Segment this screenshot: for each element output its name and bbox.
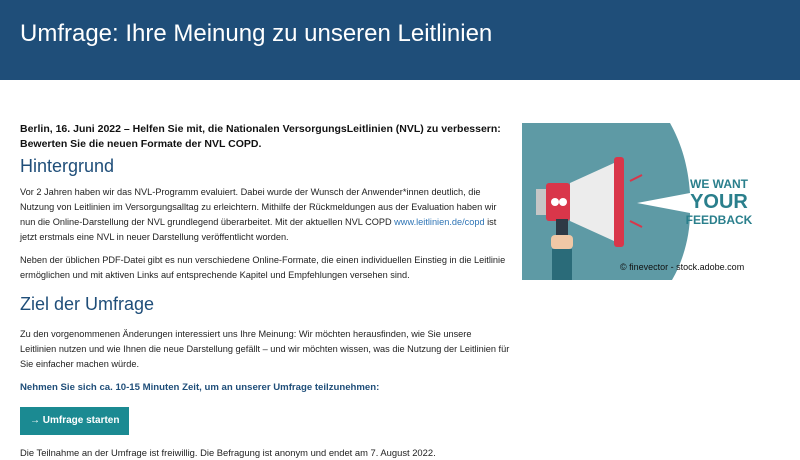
footnote: Die Teilnahme an der Umfrage ist freiwillig. Die Befragung ist anonym und endet am 7. August 2022. (20, 447, 436, 458)
background-paragraph-1 (20, 185, 510, 245)
intro-line-1: Berlin, 16. Juni 2022 – Helfen Sie mit, die Nationalen VersorgungsLeitlinien (NVL) zu verbessern: (20, 123, 501, 135)
feedback-hero-image (522, 123, 754, 280)
cta-text: Nehmen Sie sich ca. 10-15 Minuten Zeit, um an unserer Umfrage teilzunehmen: (20, 382, 380, 393)
page-title: Umfrage: Ihre Meinung zu unseren Leitlinien (20, 20, 493, 47)
copd-link[interactable]: www.leitlinien.de/copd (394, 217, 485, 227)
section-title-background: Hintergrund (20, 156, 115, 176)
megaphone-illustration (522, 123, 754, 280)
background-paragraph-1-text: Vor 2 Jahren haben wir das NVL-Programm evaluiert. Dabei wurde der Wunsch der Anwender*innen deutlich, die Nutzung von Leitlinien im Versorgungsalltag zu erleichtern. Mithilfe der Rückmeldungen aus der Evaluation haben wir nun die Online-Darstellung der NVL grundlegend überarbeitet. Mit der aktuellen NVL COPD (20, 187, 497, 227)
hero-text-line-2: YOUR (690, 191, 748, 213)
main-content (20, 122, 510, 458)
image-credit: © finevector - stock.adobe.com (620, 262, 745, 272)
sound-lines-icon (630, 175, 642, 227)
intro-line-2: Bewerten Sie die neuen Formate der NVL COPD. (20, 138, 262, 150)
background-paragraph-1-tail: ist jetzt erstmals eine NVL in neuer Darstellung veröffentlicht worden. (20, 217, 497, 242)
megaphone-icon (536, 157, 624, 280)
page-header (0, 0, 800, 80)
hero-text-line-3: FEEDBACK (685, 213, 753, 227)
start-survey-button[interactable]: → Umfrage starten (20, 407, 129, 435)
hero-text-line-1: WE WANT (690, 177, 748, 191)
background-paragraph-2: Neben der üblichen PDF-Datei gibt es nun verschiedene Online-Formate, die einen individuellen Einstieg in die Leitlinie ermöglichen und mit aktiven Links auf entsprechende Kapitel und Empfehlungen versehen sind. (20, 255, 506, 280)
section-title-goal: Ziel der Umfrage (20, 294, 155, 314)
intro-text (20, 122, 510, 152)
goal-paragraph: Zu den vorgenommenen Änderungen interessiert uns Ihre Meinung: Wir möchten herausfinden, wie Sie unsere Leitlinien nutzen und wie Ihnen die neue Darstellung gefällt – und wir möchten wissen, was die Nutzung der Leitlinien für Sie einfacher machen würde. (20, 329, 510, 369)
